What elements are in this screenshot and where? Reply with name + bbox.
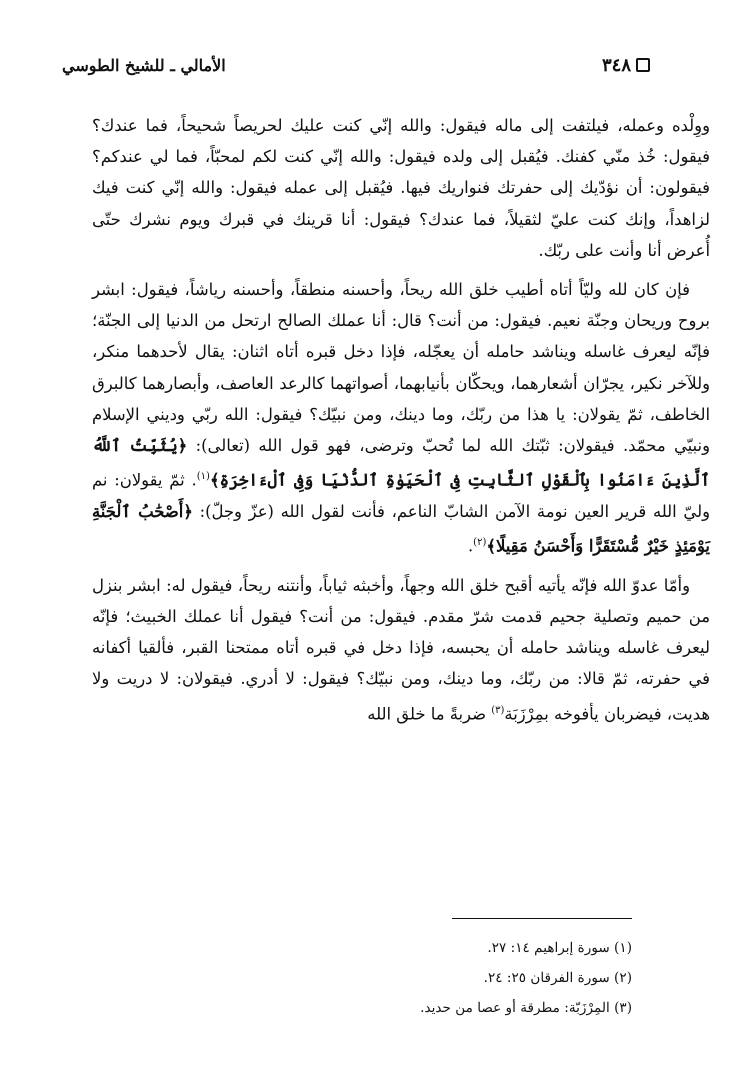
paragraph-text: وأمّا عدوّ الله فإنّه يأتيه أقبح خلق الله وجهاً، وأخبثه ثياباً، وأنتنه ريحاً، فيقول له: ابشر بنزل من حميم وتصلية جحيم قدمت شرّ مقدم. فيقول: من أنت؟ فيقول أنا عملك الخبيث؛ فإنّه ليعرف غاسله ويناشد حامله أن يحبسه، فإذا دخل في قبره أتاه ممتحنا القبر، فألقيا أكفانه في حفرته، ثمّ قالا: من ربّك، وما دينك، ومن نبيّك؟ فيقول: لا أدري. فيقولان: لا دريت ولا هديت، فيضربان يأفوخه بمِرْزَبَة	[92, 575, 710, 724]
quran-verse: ﴿أَصْحَٰبُ ٱلْجَنَّةِ يَوْمَئِذٍ خَيْرٌ مُّسْتَقَرًّا وَأَحْسَنُ مَقِيلًا﴾	[92, 501, 710, 556]
page-number-text: ٣٤٨	[601, 54, 631, 76]
paragraph	[92, 570, 710, 729]
quran-verse: ﴿يُثَبِّتُ ٱللَّهُ ٱلَّذِينَ ءَامَنُوا بِٱلْقَوْلِ ٱلثَّابِتِ فِى ٱلْحَيَوٰةِ ٱلدُّنْيَا وَفِى ٱلْءَاخِرَةِ﴾	[92, 436, 710, 490]
running-title: الأمالي ـ للشيخ الطوسي	[62, 55, 226, 75]
footnote-ref: (٢)	[473, 537, 487, 549]
footnote: (٢) سورة الفرقان ٢٥: ٢٤.	[483, 970, 632, 986]
paragraph-text: فإن كان لله وليّاً أتاه أطيب خلق الله ريحاً، وأحسنه منطقاً، وأحسنه رياشاً، فيقول: ابشر بروح وريحان وجنّة نعيم. فيقول: من أنت؟ قال: أنا عملك الصالح ارتحل من الدنيا إلى الجنّة؛ فإنّه ليعرف غاسله ويناشد حامله أن يعجّله، فإذا دخل قبره أتاه اثنان: يقال لأحدهما منكر، وللآخر نكير، يجرّان أشعارهما، ويحكّان بأنيابهما، أصواتهما كالرعد العاصف، وأبصارهما كالبرق الخاطف، ثمّ يقولان: يا هذا من ربّك، وما دينك، ومن نبيّك؟ فيقول: الله ربّي وديني الإسلام ونبيّي محمّد. فيقولان: ثبّتك الله لما تُحبّ وترضى، فهو قول الله (تعالى):	[92, 280, 710, 456]
paragraph-text: ضربةً ما خلق الله	[367, 704, 492, 724]
paragraph-text: . ثمّ يقولان: نم وليّ الله قرير العين نومة الآمن الشابّ الناعم، فأنت لقول الله (عزّ وجلّ):	[92, 470, 711, 521]
page-header	[62, 50, 650, 80]
footnote-divider	[452, 918, 632, 919]
footnote: (٣) المِرْزَبّة: مطرقة أو عصا من حديد.	[420, 1000, 632, 1016]
paragraph	[92, 110, 710, 266]
page-number	[602, 55, 650, 76]
page-body	[92, 110, 710, 737]
footnote-ref: (١)	[196, 471, 210, 483]
paragraph-text: ووِلْده وعمله، فيلتفت إلى ماله فيقول: والله إنّي كنت عليك لحريصاً شحيحاً، فما عندك؟ فيقول: خُذ منّي كفنك. فيُقبل إلى ولده فيقول: والله إنّي كنت لكم لمحبّاً، فما لي عندكم؟ فيقولون: أن نؤدّيك إلى حفرتك فنواريك فيها. فيُقبل إلى عمله فيقول: والله إنّي كنت فيك لزاهداً، وإنك كنت عليّ لثقيلاً، فما عندك؟ فيقول: أنا قرينك في قبرك ويوم نشرك حتّى أُعرض أنا وأنت على ربّك.	[92, 116, 710, 260]
page-box-icon	[636, 58, 650, 72]
footnote: (١) سورة إبراهيم ١٤: ٢٧.	[487, 940, 632, 956]
footnote-ref: (٣)	[491, 704, 505, 716]
footnotes	[330, 933, 632, 1023]
paragraph	[92, 274, 710, 562]
paragraph-text: .	[467, 536, 474, 556]
